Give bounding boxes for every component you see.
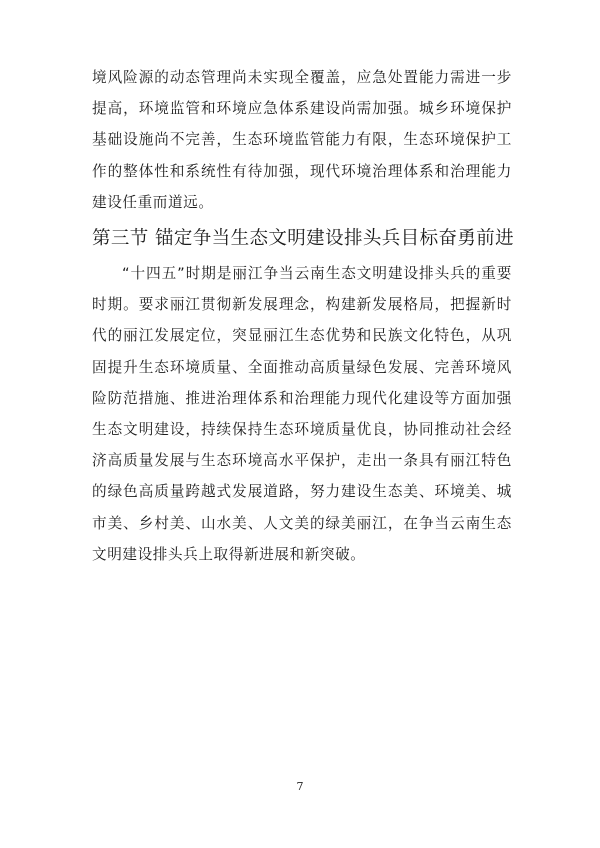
section-heading: 第三节 锚定争当生态文明建设排头兵目标奋勇前进 <box>92 228 515 249</box>
body-paragraph-continued: 境风险源的动态管理尚未实现全覆盖，应急处置能力需进一步提高，环境监管和环境应急体系建设尚需加强。城乡环境保护基础设施尚不完善，生态环境监管能力有限，生态环境保护工作的整体性和系统性有待加强，现代环境治理体系和治理能力建设任重而道远。 <box>92 69 512 211</box>
body-paragraph: “十四五”时期是丽江争当云南生态文明建设排头兵的重要时期。要求丽江贯彻新发展理念，构建新发展格局，把握新时代的丽江发展定位，突显丽江生态优势和民族文化特色，从巩固提升生态环境质量、全面推动高质量绿色发展、完善环境风险防范措施、推进治理体系和治理能力现代化建设等方面加强生态文明建设，持续保持生态环境质量优良，协同推动社会经济高质量发展与生态环境高水平保护，走出一条具有丽江特色的绿色高质量跨越式发展道路，努力建设生态美、环境美、城市美、乡村美、山水美、人文美的绿美丽江，在争当云南生态文明建设排头兵上取得新进展和新突破。 <box>92 265 512 563</box>
page-number: 7 <box>296 780 304 793</box>
